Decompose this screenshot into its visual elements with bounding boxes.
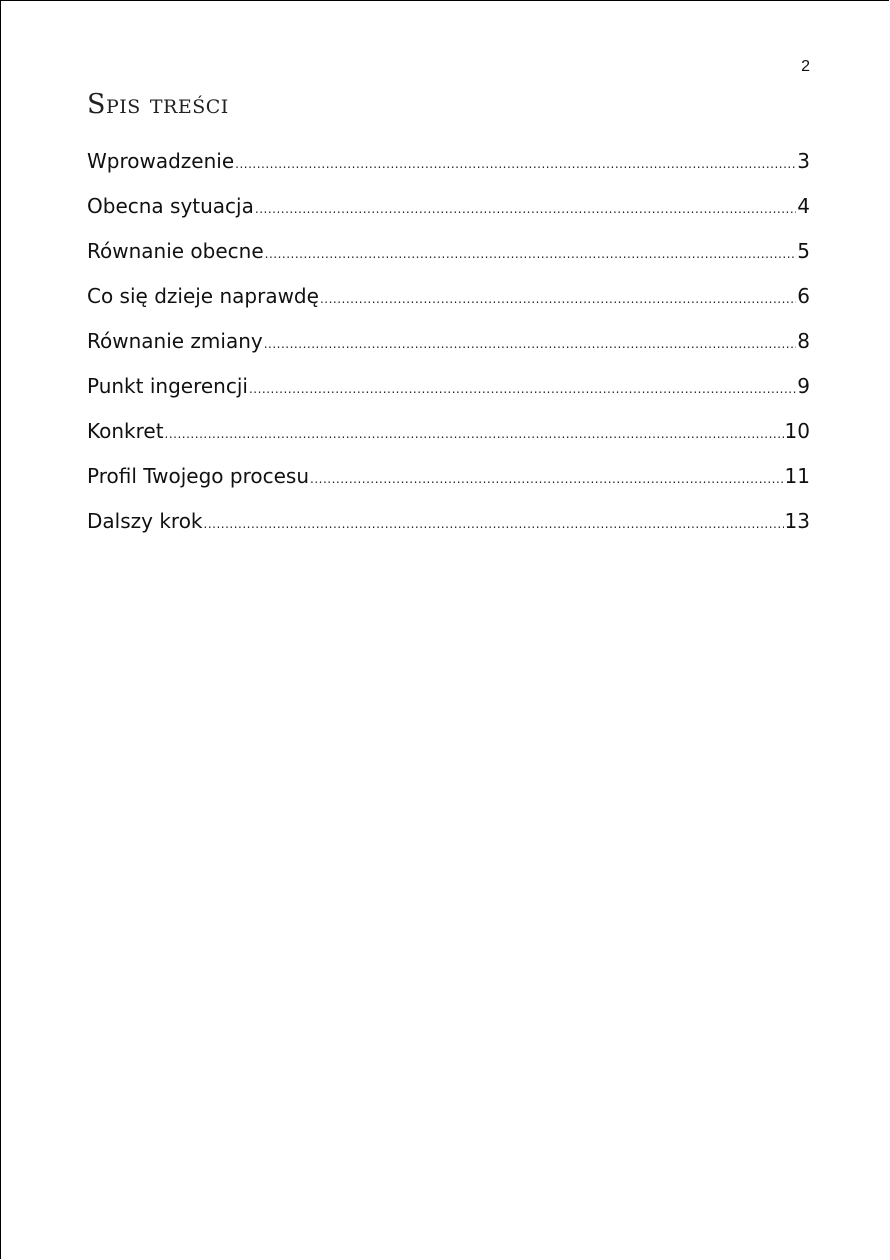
toc-entry-label: Co się dzieje naprawdę xyxy=(87,284,319,308)
dot-leader xyxy=(249,382,796,396)
toc-entry-page: 3 xyxy=(797,149,810,173)
dot-leader xyxy=(265,247,797,261)
toc-entry-dalszy-krok[interactable] xyxy=(87,509,810,554)
dot-leader xyxy=(235,157,796,171)
toc-entry-page: 6 xyxy=(797,284,810,308)
toc-entry-label: Profil Twojego procesu xyxy=(87,464,310,488)
toc-entry-page: 5 xyxy=(797,239,810,263)
toc-entry-punkt-ingerencji[interactable] xyxy=(87,374,810,419)
toc-entry-label: Wprowadzenie xyxy=(87,149,235,173)
dot-leader xyxy=(204,517,784,531)
toc-entry-wprowadzenie[interactable] xyxy=(87,149,810,194)
toc-entry-label: Punkt ingerencji xyxy=(87,374,248,398)
toc-entry-label: Obecna sytuacja xyxy=(87,194,254,218)
toc-entry-label: Równanie obecne xyxy=(87,239,264,263)
toc-entry-profil-twojego-procesu[interactable] xyxy=(87,464,810,509)
page-number: 2 xyxy=(801,58,810,75)
toc-entry-konkret[interactable] xyxy=(87,419,810,464)
toc-entry-page: 10 xyxy=(784,419,810,443)
toc-title: Spis treści xyxy=(87,89,229,120)
dot-leader xyxy=(320,292,796,306)
toc-entry-page: 11 xyxy=(784,464,810,488)
toc-entry-label: Konkret xyxy=(87,419,164,443)
toc-entry-co-sie-dzieje-naprawde[interactable] xyxy=(87,284,810,329)
toc-entry-rownanie-zmiany[interactable] xyxy=(87,329,810,374)
toc-entry-rownanie-obecne[interactable] xyxy=(87,239,810,284)
dot-leader xyxy=(264,337,797,351)
toc-entry-page: 13 xyxy=(784,509,810,533)
table-of-contents xyxy=(87,149,810,554)
toc-entry-page: 4 xyxy=(797,194,810,218)
toc-entry-obecna-sytuacja[interactable] xyxy=(87,194,810,239)
toc-entry-page: 9 xyxy=(797,374,810,398)
toc-entry-label: Dalszy krok xyxy=(87,509,203,533)
dot-leader xyxy=(255,202,796,216)
dot-leader xyxy=(165,427,784,441)
toc-entry-page: 8 xyxy=(797,329,810,353)
dot-leader xyxy=(310,472,784,486)
toc-entry-label: Równanie zmiany xyxy=(87,329,263,353)
